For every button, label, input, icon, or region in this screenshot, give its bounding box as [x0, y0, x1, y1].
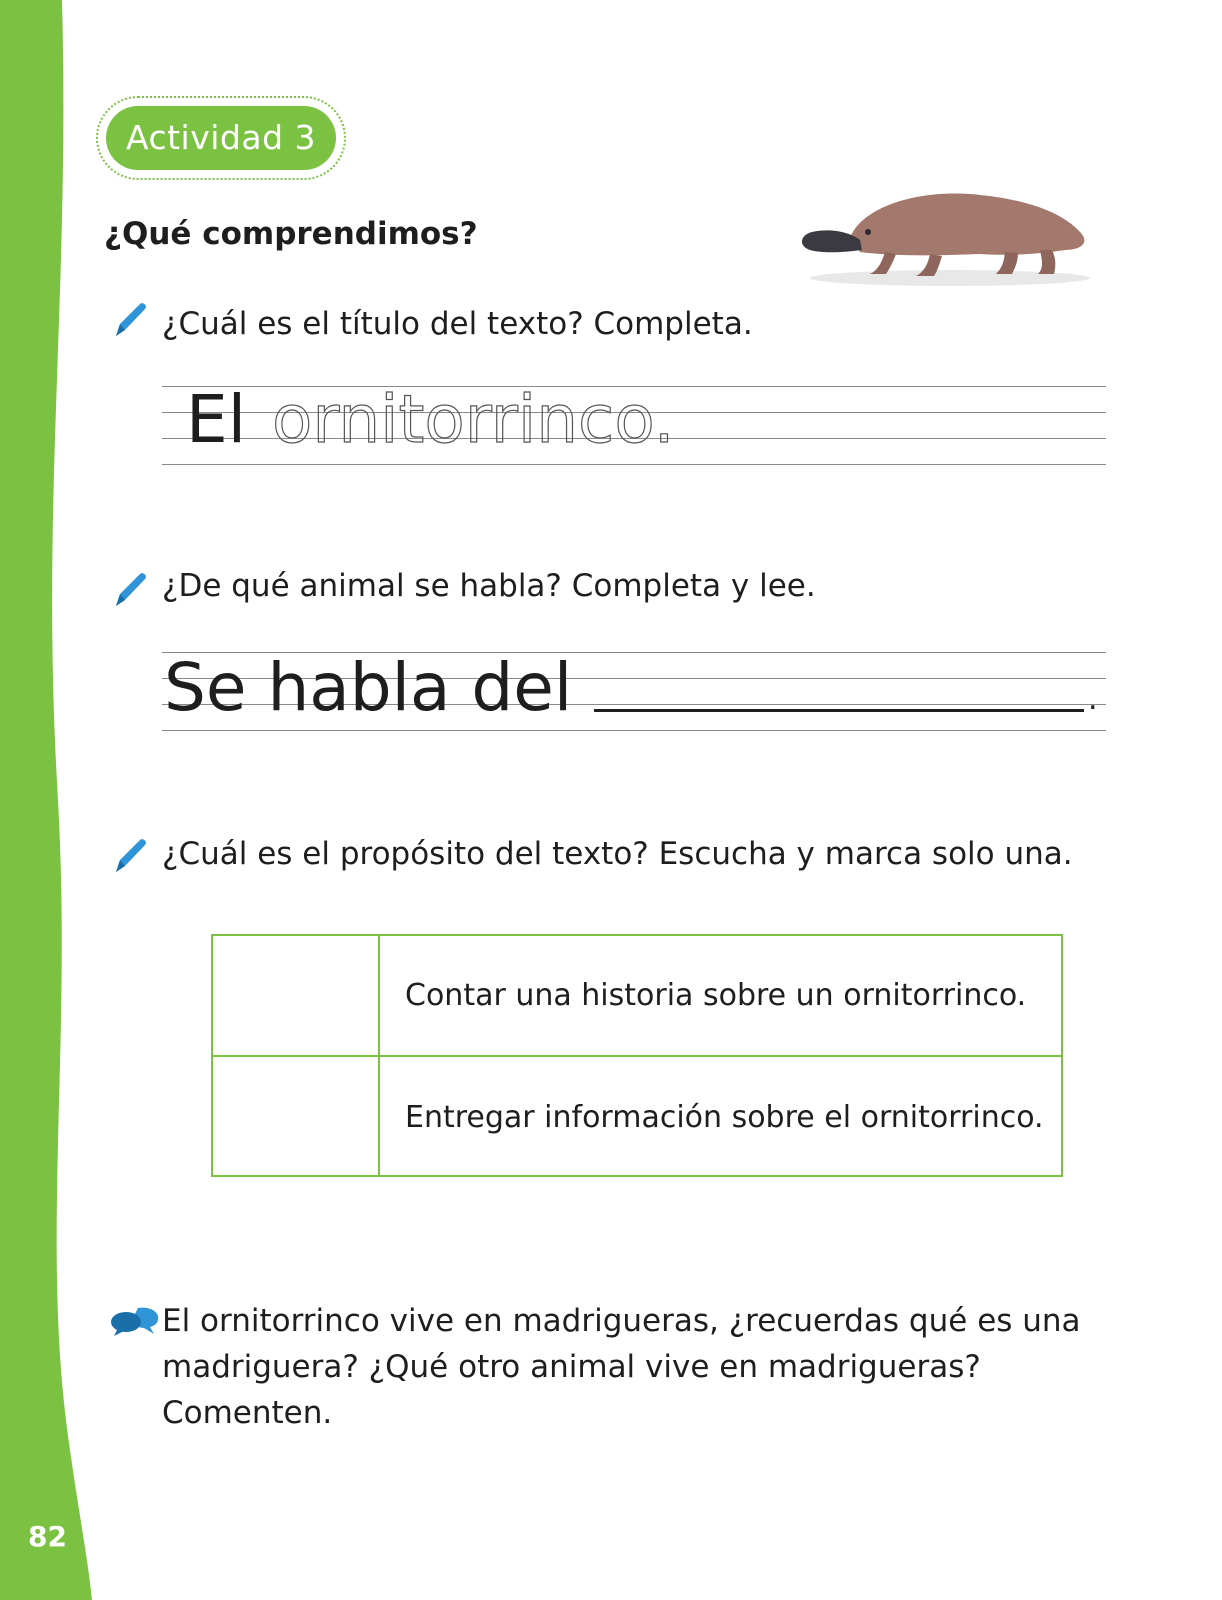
question-1-prompt: ¿Cuál es el título del texto? Completa. [162, 306, 753, 342]
answer-1-printed: El [186, 381, 247, 458]
answer-2-blank[interactable] [594, 709, 1084, 712]
option-row [213, 1055, 1061, 1177]
pencil-icon [110, 836, 152, 878]
option-2-text: Entregar información sobre el ornitorrinco. [405, 1099, 1044, 1135]
question-2-prompt: ¿De qué animal se habla? Completa y lee. [162, 568, 816, 604]
platypus-illustration [790, 180, 1100, 290]
options-table [211, 934, 1063, 1177]
activity-badge [96, 96, 346, 180]
writing-lines-2 [162, 649, 1106, 732]
question-3-prompt: ¿Cuál es el propósito del texto? Escucha y marca solo una. [162, 836, 1073, 872]
option-row [213, 936, 1061, 1055]
pencil-icon [110, 570, 152, 612]
speech-bubbles-icon [110, 1304, 162, 1340]
answer-2-period: . [1088, 682, 1098, 717]
pencil-icon [110, 300, 152, 342]
option-1-checkbox[interactable] [213, 936, 380, 1055]
activity-label: Actividad 3 [106, 106, 336, 170]
discussion-prompt: El ornitorrinco vive en madrigueras, ¿recuerdas qué es una madriguera? ¿Qué otro animal vive en madrigueras? Comenten. [162, 1303, 1081, 1431]
option-2-checkbox[interactable] [213, 1057, 380, 1177]
green-side-strip [0, 0, 110, 1600]
option-1-text: Contar una historia sobre un ornitorrinco. [405, 978, 1027, 1013]
answer-1-dotted-trace[interactable]: ornitorrinco. [272, 381, 675, 458]
section-title: ¿Qué comprendimos? [104, 216, 478, 252]
answer-2-printed: Se habla del [164, 649, 573, 726]
page-number: 82 [28, 1520, 67, 1553]
writing-lines-1 [162, 381, 1106, 466]
